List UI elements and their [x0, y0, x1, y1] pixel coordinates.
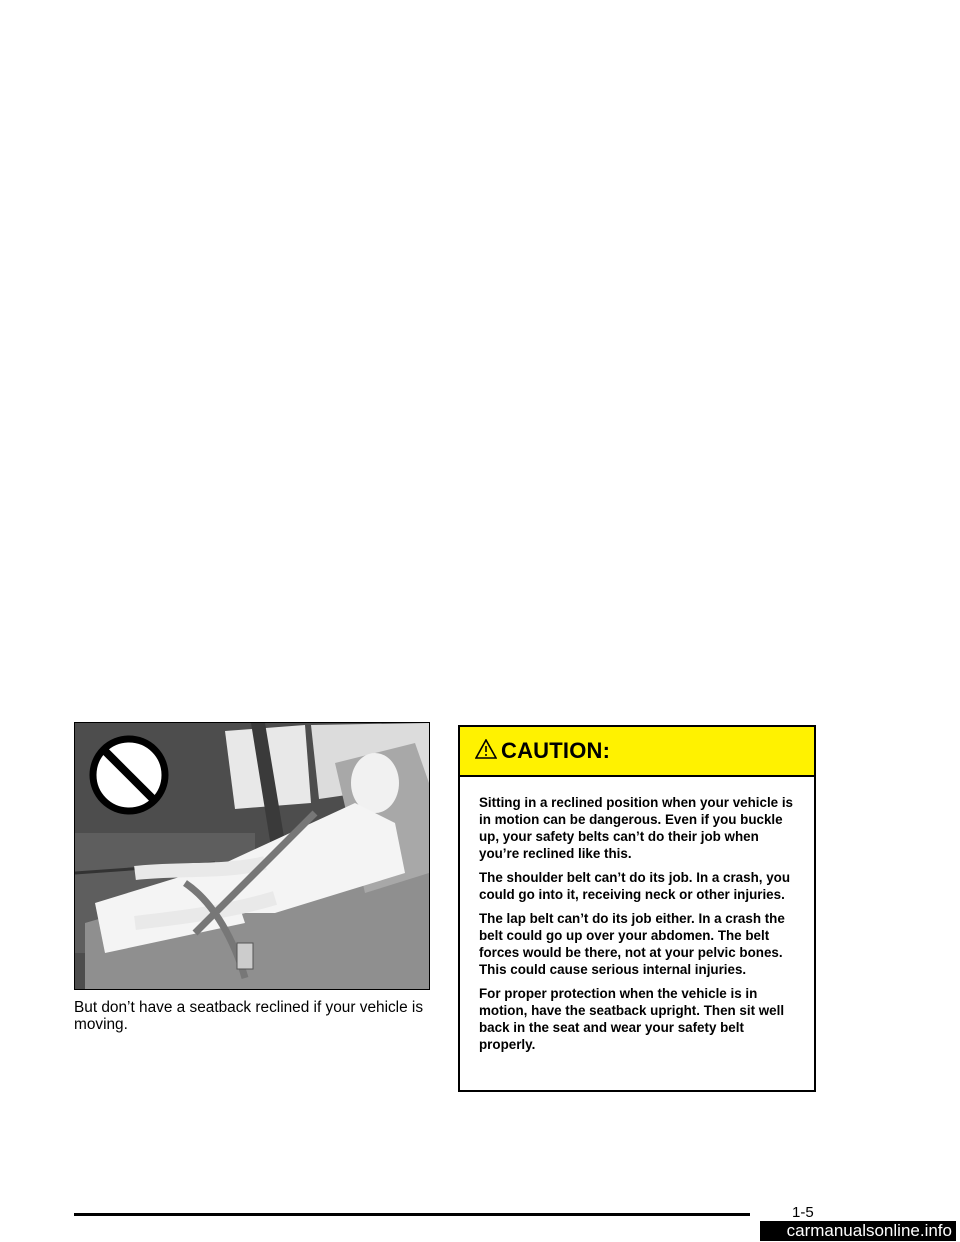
prohibition-icon: [93, 739, 165, 811]
caution-box: [458, 725, 816, 1092]
caution-body: [460, 777, 814, 1053]
reclined-seat-illustration: [74, 722, 430, 990]
caution-title: CAUTION:: [501, 738, 611, 763]
footer-rule: [74, 1213, 750, 1216]
caution-header: [460, 727, 814, 777]
caution-paragraph: The shoulder belt can’t do its job. In a crash, you could go into it, receiving neck or other injuries.: [479, 870, 791, 902]
illustration-caption: But don’t have a seatback reclined if your vehicle is moving.: [74, 999, 424, 1033]
caution-paragraph: For proper protection when the vehicle is in motion, have the seatback upright. Then sit well back in the seat and wear your safety belt properly.: [479, 986, 785, 1052]
caution-paragraph: The lap belt can’t do its job either. In a crash the belt could go up over your abdomen. The belt forces would be there, not at your pelvic bones. This could cause serious internal injuries.: [479, 911, 785, 977]
caution-paragraph: Sitting in a reclined position when your vehicle is in motion can be dangerous. Even if you buckle up, your safety belts can’t do their job when you’re reclined like this.: [479, 795, 793, 861]
warning-triangle-icon: [475, 739, 497, 759]
watermark: carmanualsonline.info: [760, 1221, 956, 1241]
page-number: 1-5: [792, 1204, 814, 1221]
